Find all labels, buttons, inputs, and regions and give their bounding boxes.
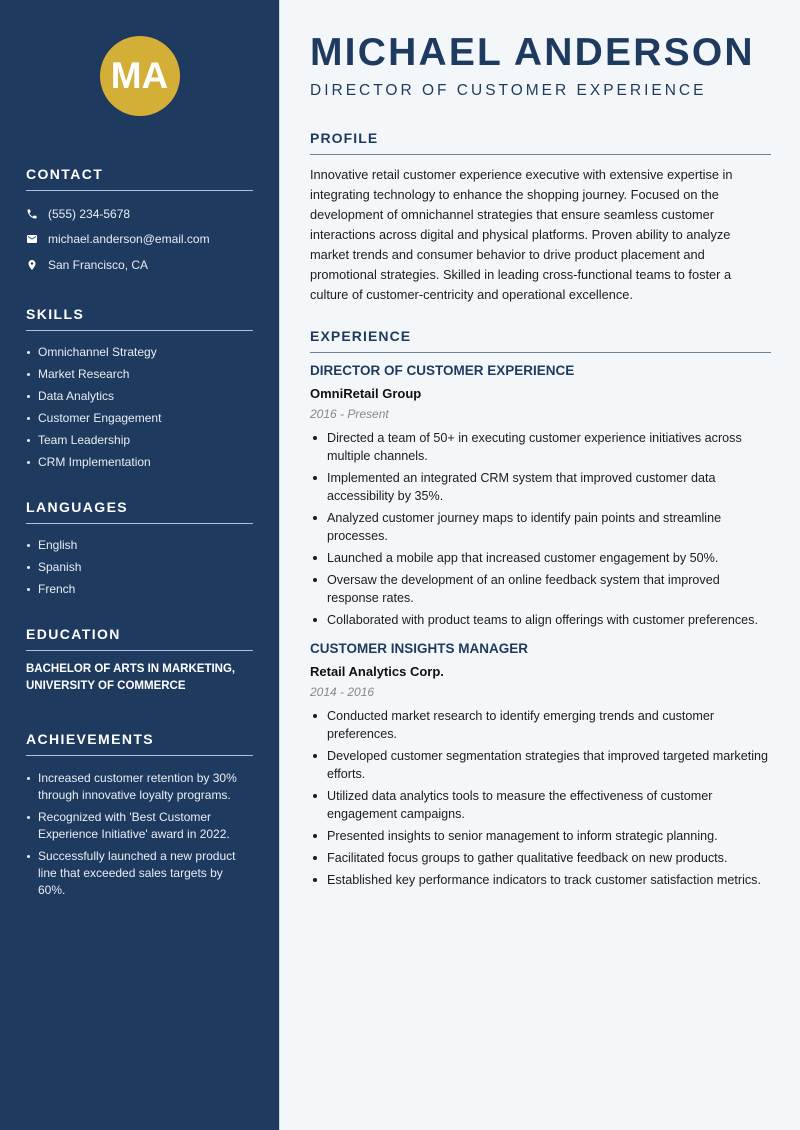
achievement-item: Successfully launched a new product line that exceeded sales targets by 60%. bbox=[26, 848, 253, 899]
skills-heading: SKILLS bbox=[26, 306, 253, 331]
language-item: Spanish bbox=[26, 556, 253, 578]
job-bullet: Conducted market research to identify emerging trends and customer preferences. bbox=[310, 707, 771, 743]
contact-email-text[interactable]: michael.anderson@email.com bbox=[48, 232, 210, 247]
job-company: OmniRetail Group bbox=[310, 386, 422, 401]
main-content bbox=[280, 0, 800, 1130]
profile-heading: PROFILE bbox=[310, 130, 771, 155]
skills-section bbox=[26, 306, 253, 473]
job-dates: 2016 - Present bbox=[310, 407, 389, 421]
skill-item: CRM Implementation bbox=[26, 451, 253, 473]
job-bullet: Directed a team of 50+ in executing customer experience initiatives across multiple channels. bbox=[310, 429, 771, 465]
job-company: Retail Analytics Corp. bbox=[310, 664, 444, 679]
education-section bbox=[26, 626, 253, 695]
contact-location-text: San Francisco, CA bbox=[48, 257, 149, 272]
job-title: CUSTOMER INSIGHTS MANAGER bbox=[310, 641, 529, 656]
skill-item: Data Analytics bbox=[26, 385, 253, 407]
job-bullet: Analyzed customer journey maps to identify pain points and streamline processes. bbox=[310, 509, 771, 545]
achievements-list bbox=[26, 770, 253, 899]
education-degree: BACHELOR OF ARTS IN MARKETING, UNIVERSITY OF COMMERCE bbox=[26, 662, 236, 692]
achievement-item: Recognized with 'Best Customer Experience Initiative' award in 2022. bbox=[26, 809, 253, 843]
job-bullet: Collaborated with product teams to align offerings with customer preferences. bbox=[310, 611, 771, 629]
location-pin-icon bbox=[26, 259, 48, 271]
achievement-item: Increased customer retention by 30% through innovative loyalty programs. bbox=[26, 770, 253, 804]
job-bullets bbox=[310, 707, 771, 889]
experience-heading: EXPERIENCE bbox=[310, 328, 771, 353]
job-entry bbox=[310, 641, 771, 889]
language-item: French bbox=[26, 578, 253, 600]
job-bullet: Established key performance indicators to track customer satisfaction metrics. bbox=[310, 871, 771, 889]
languages-heading: LANGUAGES bbox=[26, 499, 253, 524]
contact-phone-text[interactable]: (555) 234-5678 bbox=[48, 206, 131, 221]
job-bullets bbox=[310, 429, 771, 629]
achievements-heading: ACHIEVEMENTS bbox=[26, 731, 253, 756]
job-bullet: Oversaw the development of an online feedback system that improved response rates. bbox=[310, 571, 771, 607]
profile-summary: Innovative retail customer experience executive with extensive expertise in integrating technology to enhance the shopping journey. Focused on the development of omnichannel strategies that ensure seamless customer interactions across digital and physical platforms. Proven ability to analyze market trends and consumer behavior to drive product placement and promotional strategies. Skilled in leading cross-functional teams to foster a culture of customer-centricity and operational excellence. bbox=[310, 167, 733, 302]
languages-section bbox=[26, 499, 253, 600]
skill-item: Customer Engagement bbox=[26, 407, 253, 429]
skill-item: Omnichannel Strategy bbox=[26, 341, 253, 363]
experience-section bbox=[310, 328, 771, 889]
contact-location bbox=[26, 252, 253, 278]
job-bullet: Facilitated focus groups to gather qualitative feedback on new products. bbox=[310, 849, 771, 867]
sidebar bbox=[0, 0, 280, 1130]
skill-item: Team Leadership bbox=[26, 429, 253, 451]
contact-heading: CONTACT bbox=[26, 166, 253, 191]
phone-icon bbox=[26, 208, 48, 220]
job-bullet: Utilized data analytics tools to measure the effectiveness of customer engagement campaigns. bbox=[310, 787, 771, 823]
contact-section bbox=[26, 166, 253, 278]
avatar-container bbox=[26, 36, 253, 116]
job-bullet: Presented insights to senior management to inform strategic planning. bbox=[310, 827, 771, 845]
skill-item: Market Research bbox=[26, 363, 253, 385]
contact-phone bbox=[26, 201, 253, 227]
language-item: English bbox=[26, 534, 253, 556]
mail-icon bbox=[26, 233, 48, 245]
languages-list bbox=[26, 534, 253, 600]
job-title: DIRECTOR OF CUSTOMER EXPERIENCE bbox=[310, 363, 575, 378]
skills-list bbox=[26, 341, 253, 473]
profile-section bbox=[310, 130, 771, 305]
job-dates: 2014 - 2016 bbox=[310, 685, 375, 699]
contact-email bbox=[26, 227, 253, 253]
job-bullet: Implemented an integrated CRM system that improved customer data accessibility by 35%. bbox=[310, 469, 771, 505]
education-heading: EDUCATION bbox=[26, 626, 253, 651]
achievements-section bbox=[26, 731, 253, 899]
candidate-name: MICHAEL ANDERSON bbox=[310, 31, 755, 74]
job-bullet: Launched a mobile app that increased customer engagement by 50%. bbox=[310, 549, 771, 567]
candidate-role: DIRECTOR OF CUSTOMER EXPERIENCE bbox=[310, 82, 707, 99]
job-entry bbox=[310, 363, 771, 629]
avatar: MA bbox=[100, 36, 180, 116]
job-bullet: Developed customer segmentation strategies that improved targeted marketing efforts. bbox=[310, 747, 771, 783]
